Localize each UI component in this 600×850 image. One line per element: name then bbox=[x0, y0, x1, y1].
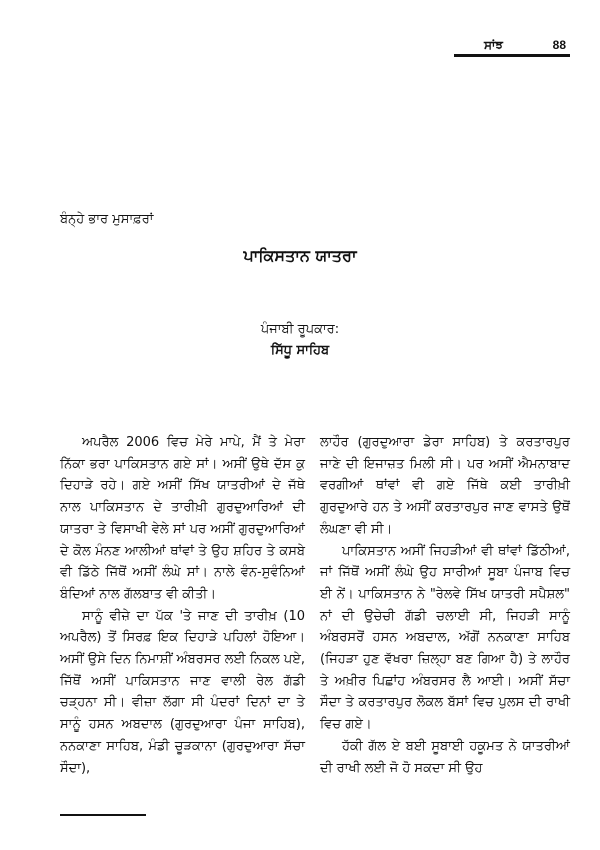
article-title: ਪਾਕਿਸਤਾਨ ਯਾਤਰਾ bbox=[243, 246, 357, 265]
paragraph: ਹੱਕੀ ਗੱਲ ਏ ਬਈ ਸੂਬਾਈ ਹਕੂਮਤ ਨੇ ਯਾਤਰੀਆਂ ਦੀ ਰਾਖੀ ਲਈ ਜੋ ਹੋ ਸਕਦਾ ਸੀ ਉਹ bbox=[320, 738, 570, 776]
magazine-name: ਸਾਂਝ bbox=[484, 38, 503, 52]
body-column-right bbox=[320, 432, 570, 779]
running-header bbox=[454, 38, 570, 54]
footnote-rule bbox=[60, 814, 146, 816]
paragraph: ਅਪਰੈਲ 2006 ਵਿਚ ਮੇਰੇ ਮਾਪੇ, ਮੈਂ ਤੇ ਮੇਰਾ ਨਿੱਕਾ ਭਰਾ ਪਾਕਿਸਤਾਨ ਗਏ ਸਾਂ। ਅਸੀਂ ਉਥੇ ਦੱਸ ਕੁ ਦਿਹਾੜੇ ਰਹੇ। ਗਏ ਅਸੀਂ ਸਿੱਖ ਯਾਤਰੀਆਂ ਦੇ ਜੱਥੇ ਨਾਲ ਪਾਕਿਸਤਾਨ ਦੇ ਤਾਰੀਖ਼ੀ ਗੁਰਦੁਆਰਿਆਂ ਦੀ ਯਾਤਰਾ ਤੇ ਵਿਸਾਖੀ ਵੇਲੇ ਸਾਂ ਪਰ ਅਸੀਂ ਗੁਰਦੁਆਰਿਆਂ ਦੇ ਕੋਲ ਮੰਨਣ ਆਲੀਆਂ ਥਾਂਵਾਂ ਤੇ ਉਹ ਸ਼ਹਿਰ ਤੇ ਕਸਬੇ ਵੀ ਡਿੱਠੇ ਜਿੱਥੋਂ ਅਸੀਂ ਲੰਘੇ ਸਾਂ। ਨਾਲੇ ਵੰਨ-ਸੁਵੰਨਿਆਂ ਬੰਦਿਆਂ ਨਾਲ ਗੱਲਬਾਤ ਵੀ ਕੀਤੀ। bbox=[60, 435, 305, 602]
section-label: ਬੰਨ੍ਹੇ ਭਾਰ ਮੁਸਾਫ਼ਰਾਂ bbox=[60, 212, 154, 227]
page-number: 88 bbox=[552, 38, 566, 52]
paragraph: ਲਾਹੌਰ (ਗੁਰਦੁਆਰਾ ਡੇਰਾ ਸਾਹਿਬ) ਤੇ ਕਰਤਾਰਪੁਰ ਜਾਣੇ ਦੀ ਇਜਾਜ਼ਤ ਮਿਲੀ ਸੀ। ਪਰ ਅਸੀਂ ਐਮਨਾਬਾਦ ਵਰਗੀਆਂ ਥਾਂਵਾਂ ਵੀ ਗਏ ਜਿੱਥੇ ਕਈ ਤਾਰੀਖ਼ੀ ਗੁਰਦੁਆਰੇ ਹਨ ਤੇ ਅਸੀਂ ਕਰਤਾਰਪੁਰ ਜਾਣ ਵਾਸਤੇ ਉਥੋਂ ਲੰਘਣਾ ਵੀ ਸੀ। bbox=[320, 435, 570, 537]
paragraph: ਸਾਨੂੰ ਵੀਜ਼ੇ ਦਾ ਪੱਕ 'ਤੇ ਜਾਣ ਦੀ ਤਾਰੀਖ਼ (10 ਅਪਰੈਲ) ਤੋਂ ਸਿਰਫ਼ ਇਕ ਦਿਹਾੜੇ ਪਹਿਲਾਂ ਹੋਇਆ। ਅਸੀਂ ਉਸੇ ਦਿਨ ਨਿਮਾਸ਼ੀਂ ਅੰਬਰਸਰ ਲਈ ਨਿਕਲ ਪਏ, ਜਿੱਥੋਂ ਅਸੀਂ ਪਾਕਿਸਤਾਨ ਜਾਣ ਵਾਲੀ ਰੇਲ ਗੱਡੀ ਚੜ੍ਹਨਾ ਸੀ। ਵੀਜ਼ਾ ਲੱਗਾ ਸੀ ਪੰਦਰਾਂ ਦਿਨਾਂ ਦਾ ਤੇ ਸਾਨੂੰ ਹਸਨ ਅਬਦਾਲ (ਗੁਰਦੁਆਰਾ ਪੰਜਾ ਸਾਹਿਬ), ਨਨਕਾਣਾ ਸਾਹਿਬ, ਮੰਡੀ ਚੂੜਕਾਨਾ (ਗੁਰਦੁਆਰਾ ਸੱਚਾ ਸੌਦਾ), bbox=[60, 608, 305, 776]
body-column-left bbox=[60, 432, 305, 779]
header-rule bbox=[454, 54, 570, 57]
paragraph: ਪਾਕਿਸਤਾਨ ਅਸੀਂ ਜਿਹੜੀਆਂ ਵੀ ਥਾਂਵਾਂ ਡਿੱਠੀਆਂ, ਜਾਂ ਜਿੱਥੋਂ ਅਸੀਂ ਲੰਘੇ ਉਹ ਸਾਰੀਆਂ ਸੂਬਾ ਪੰਜਾਬ ਵਿਚ ਈ ਨੇਂ। ਪਾਕਿਸਤਾਨ ਨੇ "ਰੇਲਵੇ ਸਿੱਖ ਯਾਤਰੀ ਸਪੈਸ਼ਲ" ਨਾਂ ਦੀ ਉਚੇਚੀ ਗੱਡੀ ਚਲਾਈ ਸੀ, ਜਿਹੜੀ ਸਾਨੂੰ ਅੰਬਰਸਰੋਂ ਹਸਨ ਅਬਦਾਲ, ਅੱਗੋਂ ਨਨਕਾਣਾ ਸਾਹਿਬ (ਜਿਹੜਾ ਹੁਣ ਵੱਖਰਾ ਜ਼ਿਲ੍ਹਾ ਬਣ ਗਿਆ ਹੈ) ਤੇ ਲਾਹੌਰ ਤੇ ਅਖ਼ੀਰ ਪਿਛਾਂਹ ਅੰਬਰਸਰ ਲੈ ਆਈ। ਅਸੀਂ ਸੱਚਾ ਸੌਦਾ ਤੇ ਕਰਤਾਰਪੁਰ ਲੋਕਲ ਬੱਸਾਂ ਵਿਚ ਪੁਲਸ ਦੀ ਰਾਖੀ ਵਿਚ ਗਏ। bbox=[320, 543, 570, 733]
byline-label: ਪੰਜਾਬੀ ਰੂਪਕਾਰ: bbox=[260, 322, 340, 337]
byline-name: ਸਿੱਧੂ ਸਾਹਿਬ bbox=[270, 343, 330, 358]
